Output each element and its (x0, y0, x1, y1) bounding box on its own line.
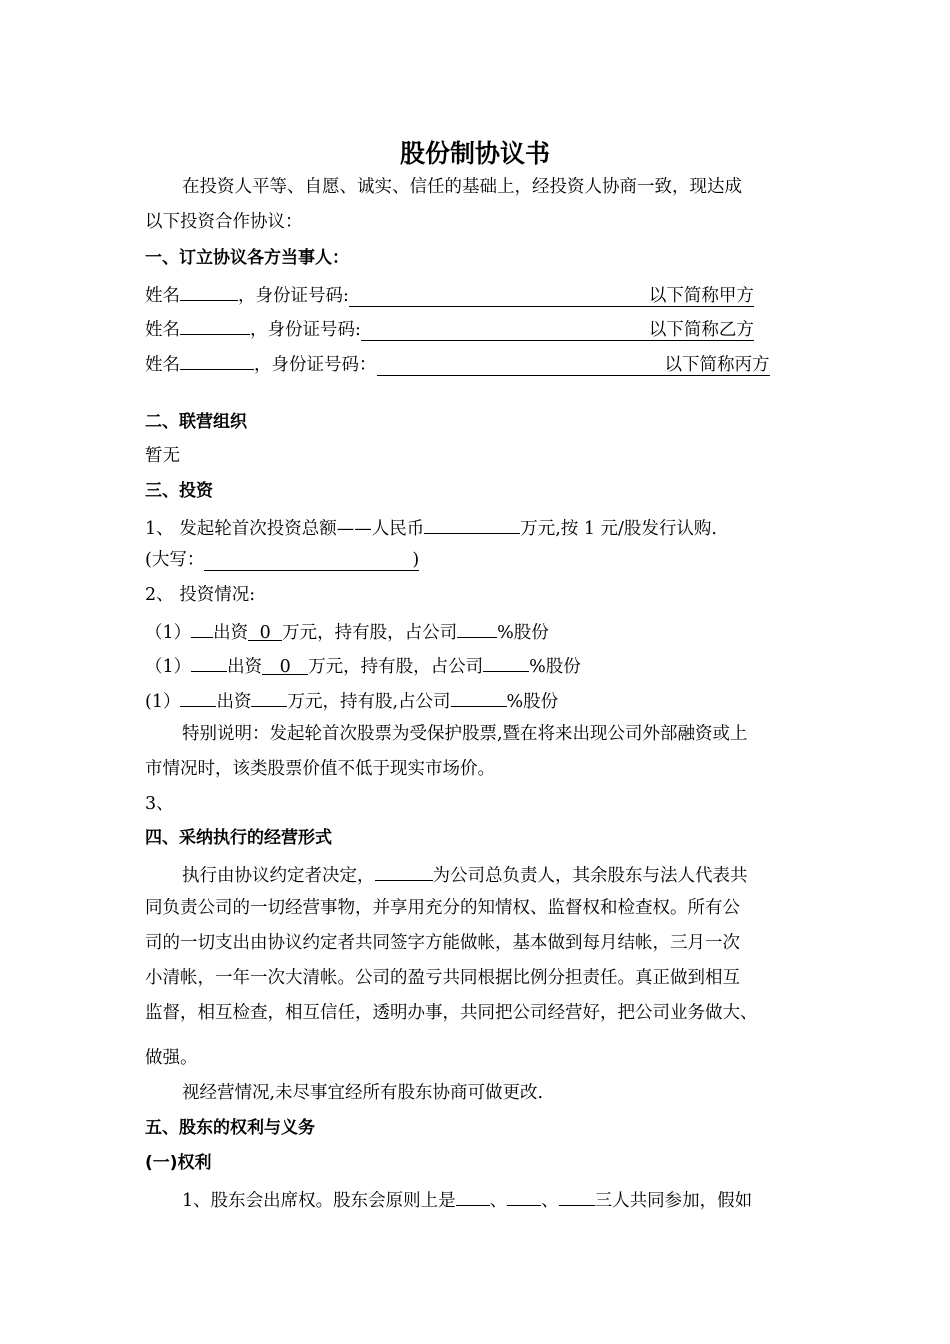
section5-right-1 (182, 1186, 752, 1213)
investment-row-1 (145, 618, 549, 645)
capital-close: ) (412, 550, 420, 570)
party-id-label: ，身份证号码: (250, 320, 361, 340)
investor-blank (180, 687, 216, 707)
party-id-label: ，身份证号码： (254, 355, 377, 375)
section4-para-line-4: 小清帐，一年一次大清帐。公司的盈亏共同根据比例分担责任。真正做到相互 (145, 968, 740, 988)
party-row-3 (145, 350, 770, 377)
section2-heading: 二、联营组织 (145, 412, 247, 432)
row-pct: %股份 (497, 623, 549, 643)
section2-body: 暂无 (145, 446, 180, 466)
row-prefix: （1） (145, 657, 192, 677)
party-name-blank (180, 350, 254, 370)
section4-para-line-5: 监督，相互检查，相互信任，透明办事，共同把公司经营好，把公司业务做大、 (145, 1003, 758, 1023)
section1-heading: 一、订立协议各方当事人： (145, 248, 349, 268)
investor-blank (191, 618, 213, 638)
intro-line-2: 以下投资合作协议： (145, 212, 303, 232)
party-row-2 (145, 315, 754, 342)
party-suffix: 以下简称丙方 (664, 355, 770, 375)
shareholder-blank-3 (559, 1186, 595, 1206)
row-unit: 万元，持有股，占公司 (308, 657, 484, 677)
shareholder-blank-2 (507, 1186, 541, 1206)
percent-blank (483, 652, 529, 672)
investor-blank (191, 652, 227, 672)
party-id-underline (361, 320, 754, 341)
row-amount: 0 (248, 621, 282, 641)
party-id-label: ，身份证号码: (238, 286, 349, 306)
row-amount (251, 687, 287, 707)
investment-status-label: 2、 投资情况: (145, 585, 256, 605)
party-suffix: 以下简称甲方 (648, 286, 754, 306)
row-amount: 0 (262, 655, 308, 675)
row-pct: %股份 (506, 692, 559, 712)
investment-row-3 (145, 687, 558, 714)
party-name-blank (180, 315, 250, 335)
section4-para-line-6: 做强。 (145, 1048, 198, 1068)
section4-para-line-3: 司的一切支出由协议约定者共同签字方能做帐，基本做到每月结帐，三月一次 (145, 933, 740, 953)
investment-row-2 (145, 652, 581, 679)
row-unit: 万元，持有股，占公司 (282, 623, 458, 643)
percent-blank (457, 618, 497, 638)
separator: 、 (541, 1191, 559, 1211)
investment-amount-blank (424, 514, 520, 534)
party-row-1 (145, 281, 754, 308)
row-chuzi: 出资 (216, 692, 252, 712)
section4-p1-b: 为公司总负责人，其余股东与法人代表共 (432, 866, 748, 886)
capital-uppercase (145, 548, 419, 572)
right1-text-b: 三人共同参加，假如 (594, 1191, 753, 1211)
section4-p1-a: 执行由协议约定者决定， (182, 866, 375, 886)
section4-para-line-1 (182, 861, 748, 888)
row-prefix: (1） (145, 692, 181, 712)
investment-total-label: 1、 发起轮首次投资总额——人民币 (145, 519, 425, 539)
row-chuzi: 出资 (213, 623, 249, 643)
row-chuzi: 出资 (227, 657, 263, 677)
investment-total (145, 514, 717, 541)
intro-line-1: 在投资人平等、自愿、诚实、信任的基础上，经投资人协商一致，现达成 (182, 177, 742, 197)
section5-subheading: (一)权利 (145, 1153, 212, 1173)
investment-total-unit: 万元,按 1 元/股发行认购. (520, 519, 717, 539)
party-suffix: 以下简称乙方 (648, 320, 754, 340)
row-pct: %股份 (529, 657, 581, 677)
right1-text-a: 1、股东会出席权。股东会原则上是 (182, 1191, 456, 1211)
party-id-underline (349, 286, 754, 307)
party-name-label: 姓名 (145, 355, 180, 375)
shareholder-blank-1 (456, 1186, 490, 1206)
party-name-blank (180, 281, 238, 301)
separator: 、 (489, 1191, 508, 1211)
row-unit: 万元，持有股,占公司 (287, 692, 451, 712)
item-3: 3、 (145, 794, 174, 814)
row-prefix: （1） (145, 623, 192, 643)
section5-heading: 五、股东的权利与义务 (145, 1118, 315, 1138)
special-note-line-2: 市情况时，该类股票价值不低于现实市场价。 (145, 759, 495, 779)
capital-label: (大写： (145, 550, 205, 570)
section3-heading: 三、投资 (145, 481, 213, 501)
capital-underline (204, 550, 419, 571)
party-id-underline (377, 355, 770, 376)
section4-para-2: 视经营情况,未尽事宜经所有股东协商可做更改. (182, 1083, 544, 1103)
party-name-label: 姓名 (145, 320, 180, 340)
section4-heading: 四、采纳执行的经营形式 (145, 828, 332, 848)
percent-blank (451, 687, 507, 707)
section4-para-line-2: 同负责公司的一切经营事物，并享用充分的知情权、监督权和检查权。所有公 (145, 898, 740, 918)
special-note-line-1: 特别说明：发起轮首次股票为受保护股票,暨在将来出现公司外部融资或上 (182, 724, 748, 744)
party-name-label: 姓名 (145, 286, 180, 306)
document-title: 股份制协议书 (399, 139, 550, 168)
manager-blank (375, 861, 433, 881)
